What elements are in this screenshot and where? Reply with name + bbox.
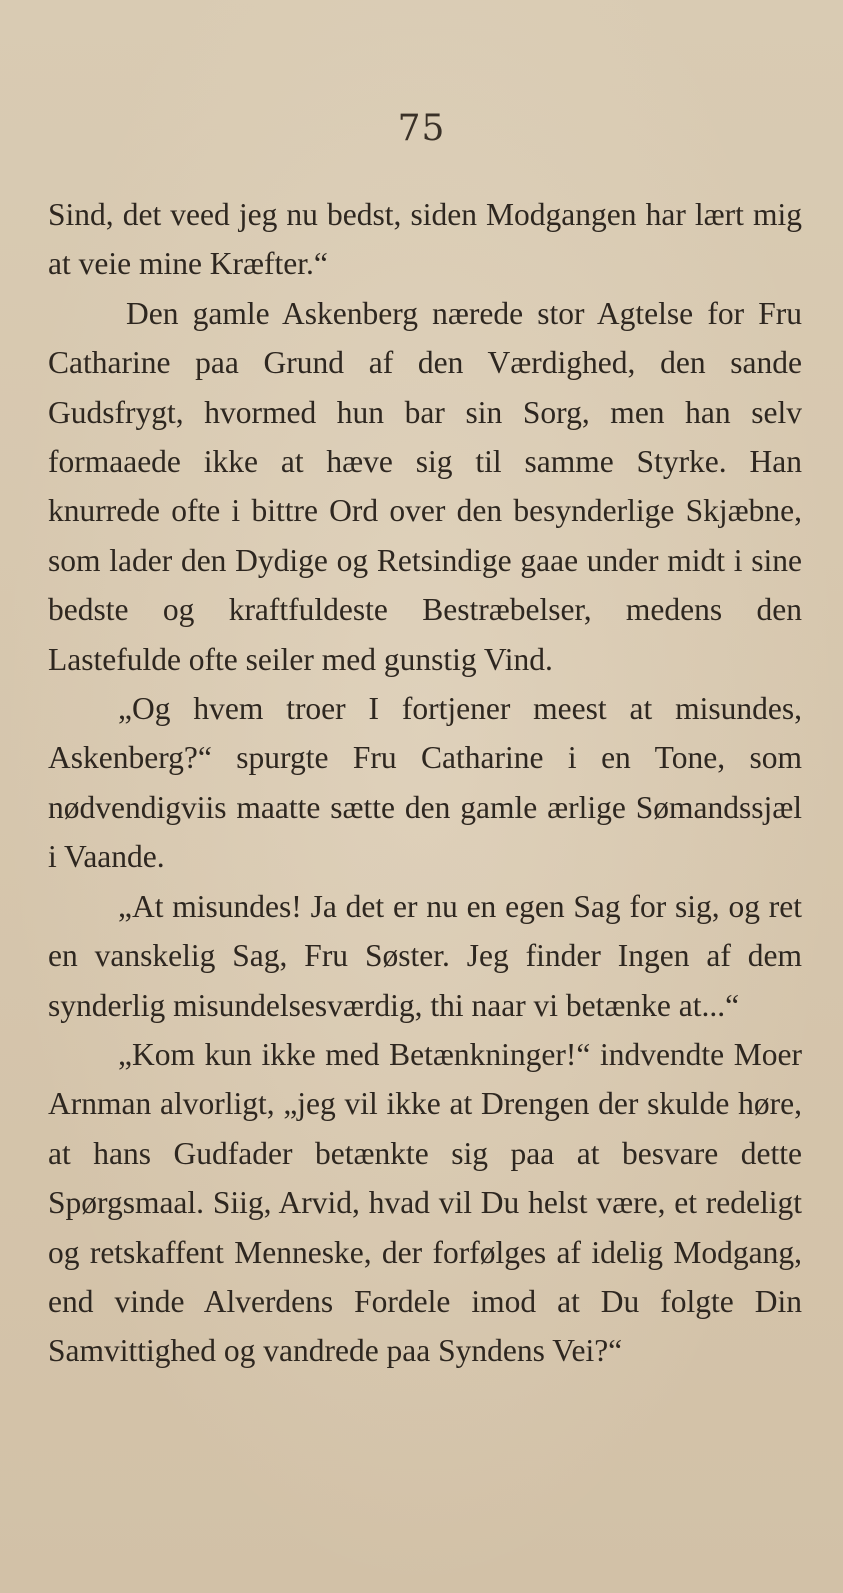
dialogue-paragraph: „Og hvem troer I fortjener meest at misundes, Askenberg?“ spurgte Fru Catharine i en Tone, som nødvendigviis maatte sætte den gamle ærlige Sømandssjæl i Vaande. [48, 691, 802, 875]
dialogue-paragraph: „Kom kun ikke med Betænkninger!“ indvendte Moer Arnman alvorligt, „jeg vil ikke at Drengen der skulde høre, at hans Gudfader betænkte sig paa at besvare dette Spørgsmaal. Siig, Arvid, hvad vil Du helst være, et redeligt og retskaffent Menneske, der forfølges af idelig Modgang, end vinde Alverdens Fordele imod at Du folgte Din Samvittighed og vandrede paa Syndens Vei?“ [48, 1036, 802, 1369]
paragraph: Den gamle Askenberg nærede stor Agtelse for Fru Catharine paa Grund af den Værdighed, den sande Gudsfrygt, hvormed hun bar sin Sorg, men han selv formaaede ikke at hæve sig til samme Styrke. Han knurrede ofte i bittre Ord over den besynderlige Skjæbne, som lader den Dydige og Retsindige gaae under midt i sine bedste og kraftfuldeste Bestræbelser, medens den Lastefulde ofte seiler med gunstig Vind. [48, 295, 802, 677]
page-number: 75 [397, 108, 446, 149]
dialogue-paragraph: „At misundes! Ja det er nu en egen Sag for sig, og ret en vanskelig Sag, Fru Søster. Jeg finder Ingen af dem synderlig misundelsesværdig, thi naar vi betænke at...“ [48, 888, 802, 1023]
body-text [48, 190, 802, 1376]
paragraph-continuation: Sind, det veed jeg nu bedst, siden Modgangen har lært mig at veie mine Kræfter.“ [48, 197, 802, 282]
